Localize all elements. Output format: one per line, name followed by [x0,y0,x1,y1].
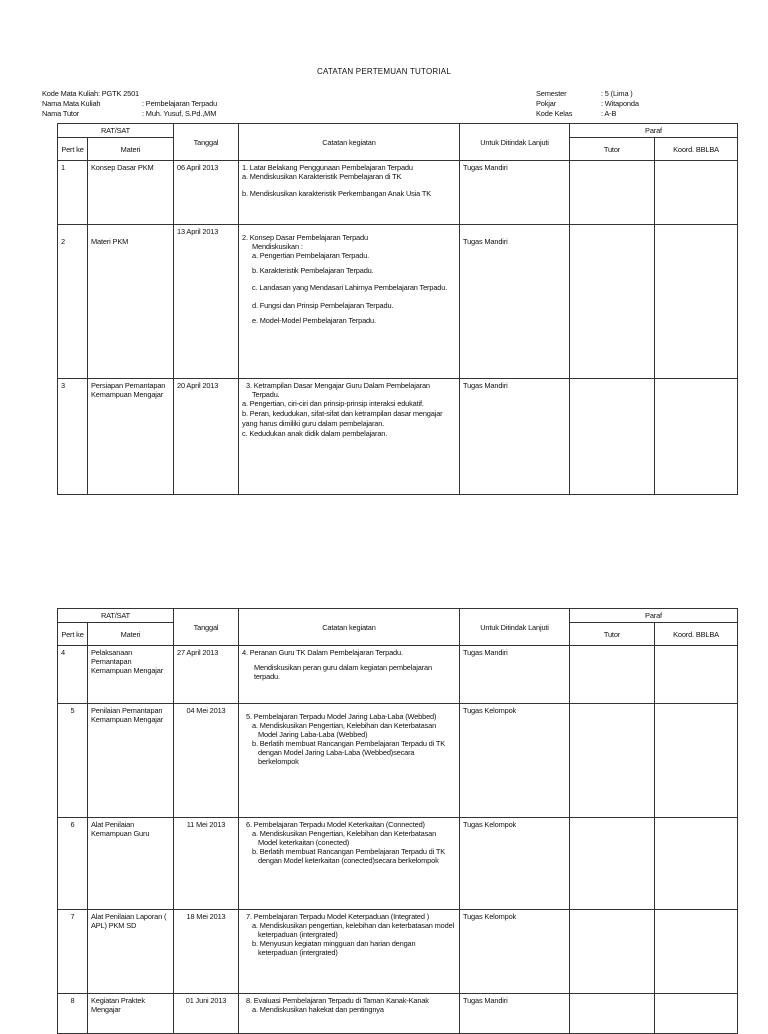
header-pert: Pert ke [58,623,88,646]
tutorial-table-2 [57,608,738,1034]
row-tanggal: 27 April 2013 [174,646,239,704]
row-notes [239,379,460,495]
note-line: 3. Ketrampilan Dasar Mengajar Guru Dalam Pembelajaran Terpadu. [246,381,430,399]
row-tanggal: 18 Mei 2013 [174,910,239,994]
meta-left [42,89,342,119]
note-line: e. Model-Model Pembelajaran Terpadu. [252,316,376,325]
header-tutor: Tutor [570,138,655,161]
row-number: 8 [58,994,88,1034]
header-tanggal: Tanggal [174,609,239,646]
meta-label: Kode Kelas [536,109,573,118]
row-paraf-koord [655,994,738,1034]
row-paraf-koord [655,818,738,910]
note-line: a. Mendiskusikan pengertian, kelebihan dan keterbatasan model keterpaduan (intergrated) [252,921,455,939]
note-line: a. Mendiskusikan hakekat dan pentingnya [252,1005,384,1014]
row-notes [239,818,460,910]
note-line: 8. Evaluasi Pembelajaran Terpadu di Taman Kanak-Kanak [246,996,429,1005]
row-tanggal: 11 Mei 2013 [174,818,239,910]
row-tindak: Tugas Mandiri [460,994,570,1034]
header-tutor: Tutor [570,623,655,646]
row-materi: Konsep Dasar PKM [88,161,174,225]
meta-value: : 5 (Lima ) [601,89,633,98]
row-tindak: Tugas Kelompok [460,818,570,910]
row-tanggal: 01 Juni 2013 [174,994,239,1034]
row-paraf-koord [655,704,738,818]
header-koord: Koord. BBLBA [655,138,738,161]
row-materi: Materi PKM [88,225,174,379]
row-paraf-tutor [570,818,655,910]
row-paraf-tutor [570,910,655,994]
meta-label: Kode Mata Kuliah: PGTK 2501 [42,89,140,98]
note-line: c. Kedudukan anak didik dalam pembelajaran. [242,429,388,438]
row-notes [239,646,460,704]
row-paraf-koord [655,225,738,379]
row-paraf-koord [655,646,738,704]
row-tindak: Tugas Mandiri [460,161,570,225]
meta-value: : Muh. Yusuf, S.Pd.,MM [142,109,217,118]
row-paraf-koord [655,379,738,495]
header-tanggal: Tanggal [174,124,239,161]
note-line: b. Karakteristik Pembelajaran Terpadu. [252,266,374,275]
table-row [58,704,738,818]
row-paraf-tutor [570,646,655,704]
row-tindak: Tugas Kelompok [460,910,570,994]
row-number: 2 [58,225,88,379]
note-line: b. Mendiskusikan karakteristik Perkembangan Anak Usia TK [242,189,432,198]
page-title: CATATAN PERTEMUAN TUTORIAL [317,67,451,76]
header-tindak: Untuk Ditindak Lanjuti [460,124,570,161]
note-line: 7. Pembelajaran Terpadu Model Keterpaduan (Integrated ) [246,912,430,921]
header-pert: Pert ke [58,138,88,161]
note-line: a. Mendiskusikan Pengertian, Kelebihan dan Keterbatasan Model keterkaitan (conected) [252,829,437,847]
row-notes [239,994,460,1034]
meta-value: : Pembelajaran Terpadu [142,99,218,108]
row-number: 6 [58,818,88,910]
row-tindak: Tugas Mandiri [460,225,570,379]
row-materi: Pelaksanaan Pemantapan Kemampuan Mengajar [88,646,174,704]
row-tanggal: 04 Mei 2013 [174,704,239,818]
table-row [58,646,738,704]
note-line: c. Landasan yang Mendasari Lahirnya Pembelajaran Terpadu. [252,283,448,292]
header-ratsat: RAT/SAT [58,609,174,623]
note-line: 6. Pembelajaran Terpadu Model Keterkaitan (Connected) [246,820,425,829]
table-row [58,161,738,225]
row-paraf-koord [655,910,738,994]
meta-row-kode-kelas [536,109,736,119]
table-row [58,379,738,495]
note-line: a. Mendiskusikan Karakteristik Pembelajaran di TK [242,172,402,181]
note-line: b. Menyusun kegiatan mingguan dan harian dengan keterpaduan (intergrated) [252,939,416,957]
header-catatan: Catatan kegiatan [239,609,460,646]
meta-label: Nama Tutor [42,109,80,118]
table-row [58,910,738,994]
row-tindak: Tugas Kelompok [460,704,570,818]
row-number: 4 [58,646,88,704]
row-tindak: Tugas Mandiri [460,646,570,704]
note-line: 2. Konsep Dasar Pembelajaran Terpadu [242,233,368,242]
note-line: b. Peran, kedudukan, sifat-sifat dan ketrampilan dasar mengajar yang harus dimiliki guru dalam pembelajaran. [242,409,443,428]
meta-row-semester [536,89,736,99]
row-notes [239,161,460,225]
row-number: 1 [58,161,88,225]
row-paraf-tutor [570,161,655,225]
note-line: b. Berlatih membuat Rancangan Pembelajaran Terpadu di TK dengan Model keterkaitan (conected)secara berkelompok [252,847,446,865]
meta-value: : A-B [601,109,617,118]
row-number: 3 [58,379,88,495]
note-line: Mendiskusikan peran guru dalam kegiatan pembelajaran terpadu. [254,663,432,681]
note-line: b. Berlatih membuat Rancangan Pembelajaran Terpadu di TK dengan Model Jaring Laba-Laba (Webbed)secara berkelompok [252,739,446,766]
note-line: a. Pengertian Pembelajaran Terpadu. [252,251,370,260]
row-tanggal: 13 April 2013 [174,225,239,379]
note-line: d. Fungsi dan Prinsip Pembelajaran Terpadu. [252,301,394,310]
header-materi: Materi [88,138,174,161]
note-line: a. Pengertian, ciri-ciri dan prinsip-prinsip interaksi edukatif. [242,399,424,408]
table-row [58,994,738,1034]
row-paraf-tutor [570,225,655,379]
meta-label: Pokjar [536,99,557,108]
row-paraf-tutor [570,994,655,1034]
header-ratsat: RAT/SAT [58,124,174,138]
meta-row-tutor [42,109,342,119]
row-tanggal: 06 April 2013 [174,161,239,225]
meta-label: Nama Mata Kuliah [42,99,101,108]
row-number: 7 [58,910,88,994]
row-materi: Penilaian Pemantapan Kemampuan Mengajar [88,704,174,818]
note-line: 5. Pembelajaran Terpadu Model Jaring Laba-Laba (Webbed) [246,712,437,721]
note-line: a. Mendiskusikan Pengertian, Kelebihan dan Keterbatasan Model Jaring Laba-Laba (Webbed) [252,721,437,739]
note-line: 4. Peranan Guru TK Dalam Pembelajaran Terpadu. [242,648,403,657]
meta-row-pokjar [536,99,736,109]
meta-right [536,89,736,119]
row-paraf-tutor [570,704,655,818]
row-materi: Kegiatan Praktek Mengajar [88,994,174,1034]
row-materi: Alat Penilaian Kemampuan Guru [88,818,174,910]
table-row [58,225,738,379]
row-paraf-tutor [570,379,655,495]
header-tindak: Untuk Ditindak Lanjuti [460,609,570,646]
header-koord: Koord. BBLBA [655,623,738,646]
tutorial-table-1 [57,123,738,495]
header-paraf: Paraf [570,124,738,138]
row-materi: Alat Penilaian Laporan ( APL) PKM SD [88,910,174,994]
row-tanggal: 20 April 2013 [174,379,239,495]
header-paraf: Paraf [570,609,738,623]
row-notes [239,910,460,994]
note-line: 1. Latar Belakang Penggunaan Pembelajaran Terpadu [242,163,413,172]
row-notes [239,225,460,379]
meta-row-kode [42,89,342,99]
meta-row-mata-kuliah [42,99,342,109]
row-tindak: Tugas Mandiri [460,379,570,495]
table-row [58,818,738,910]
row-materi: Persiapan Pemantapan Kemampuan Mengajar [88,379,174,495]
row-notes [239,704,460,818]
header-materi: Materi [88,623,174,646]
row-paraf-koord [655,161,738,225]
row-number: 5 [58,704,88,818]
meta-label: Semester [536,89,567,98]
note-line: Mendiskusikan : [252,242,303,251]
header-catatan: Catatan kegiatan [239,124,460,161]
meta-value: : Witaponda [601,99,639,108]
